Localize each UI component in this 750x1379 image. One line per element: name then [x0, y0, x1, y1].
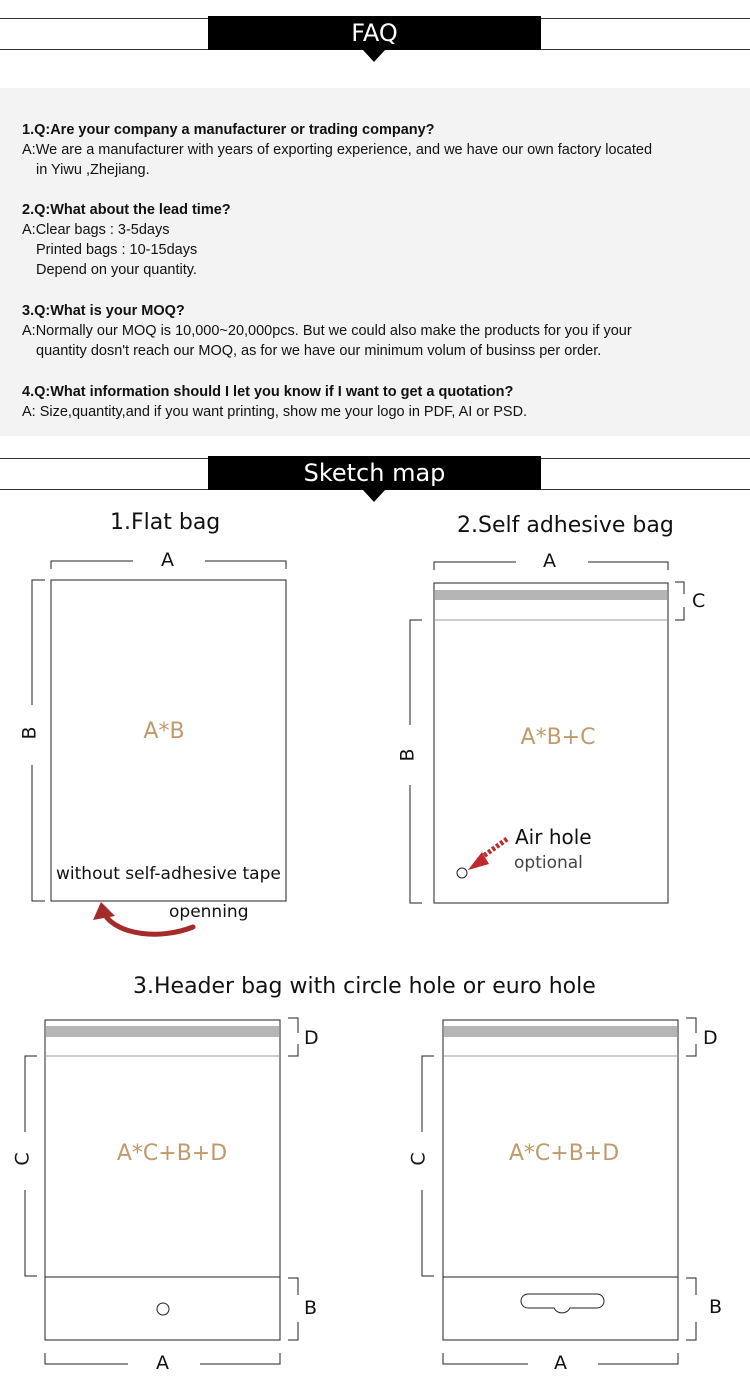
flat-bag-height-dimension	[32, 580, 45, 901]
self-adhesive-height-label: B	[396, 748, 419, 762]
header-bag-circle-outline	[45, 1020, 280, 1340]
flat-bag-height-label: B	[18, 726, 41, 740]
euro-header-formula: A*C+B+D	[508, 1141, 620, 1166]
faq-answer-line: A:We are a manufacturer with years of exporting experience, and we have our own factory located	[22, 142, 653, 158]
faq-answer-line: quantity dosn't reach our MOQ, as for we have our minimum volum of businss per order.	[36, 343, 602, 359]
circle-width-a-label: A	[156, 1352, 169, 1374]
self-adhesive-flap-label: C	[692, 590, 706, 612]
flat-bag-tape-note: without self-adhesive tape	[56, 864, 281, 884]
circle-header-formula: A*C+B+D	[116, 1141, 228, 1166]
header-bag-title: 3.Header bag with circle hole or euro hole	[133, 974, 596, 999]
faq-question: 1.Q:Are your company a manufacturer or trading company?	[22, 122, 435, 138]
self-adhesive-bag-title: 2.Self adhesive bag	[457, 513, 674, 538]
self-adhesive-seal-strip	[435, 590, 667, 600]
faq-answer-line: A: Size,quantity,and if you want printing, show me your logo in PDF, AI or PSD.	[22, 404, 528, 420]
header-bag-euro-c-dimension	[422, 1056, 434, 1276]
faq-answer-line: A:Clear bags : 3-5days	[22, 222, 170, 238]
flat-bag-title: 1.Flat bag	[110, 510, 221, 535]
header-bag-circle-c-dimension	[25, 1056, 37, 1276]
sketch-heading: Sketch map	[208, 456, 541, 490]
header-bag-circle-b-dimension	[288, 1278, 298, 1340]
circle-bottom-b-label: B	[304, 1297, 318, 1319]
flat-bag-formula: A*B	[143, 719, 185, 744]
self-adhesive-flap-dimension	[675, 582, 684, 620]
self-adhesive-width-label: A	[543, 550, 556, 572]
faq-heading: FAQ	[208, 16, 541, 50]
euro-bottom-b-label: B	[709, 1296, 723, 1318]
euro-width-a-label: A	[554, 1352, 567, 1374]
euro-header-d-label: D	[703, 1027, 718, 1049]
faq-question: 4.Q:What information should I let you know if I want to get a quotation?	[22, 384, 514, 400]
faq-answer-line: in Yiwu ,Zhejiang.	[36, 162, 150, 178]
header-bag-circle-seal-strip	[46, 1026, 279, 1037]
air-hole-note: optional	[514, 853, 583, 873]
header-bag-euro-outline	[443, 1020, 678, 1340]
euro-hole-icon	[521, 1294, 604, 1313]
flat-bag-width-label: A	[161, 549, 174, 571]
self-adhesive-formula: A*B+C	[520, 725, 596, 750]
opening-arrow-head	[93, 902, 115, 920]
faq-answer-line: A:Normally our MOQ is 10,000~20,000pcs. But we could also make the products for you if your	[22, 323, 632, 339]
faq-answer-line: Printed bags : 10-15days	[36, 242, 198, 258]
header-bag-circle-d-dimension	[288, 1018, 298, 1056]
air-hole-label: Air hole	[515, 825, 592, 849]
circle-header-d-label: D	[304, 1027, 319, 1049]
air-hole-icon	[457, 868, 467, 878]
flat-bag-opening-note: openning	[169, 902, 249, 922]
euro-body-c-label: C	[407, 1152, 430, 1166]
header-bag-euro-b-dimension	[686, 1278, 696, 1340]
faq-question: 2.Q:What about the lead time?	[22, 202, 231, 218]
header-bag-euro-seal-strip	[444, 1026, 677, 1037]
faq-answer-line: Depend on your quantity.	[36, 262, 197, 278]
header-bag-euro-d-dimension	[686, 1018, 696, 1056]
faq-question: 3.Q:What is your MOQ?	[22, 303, 185, 319]
circle-hole-icon	[157, 1303, 169, 1315]
circle-body-c-label: C	[11, 1152, 34, 1166]
